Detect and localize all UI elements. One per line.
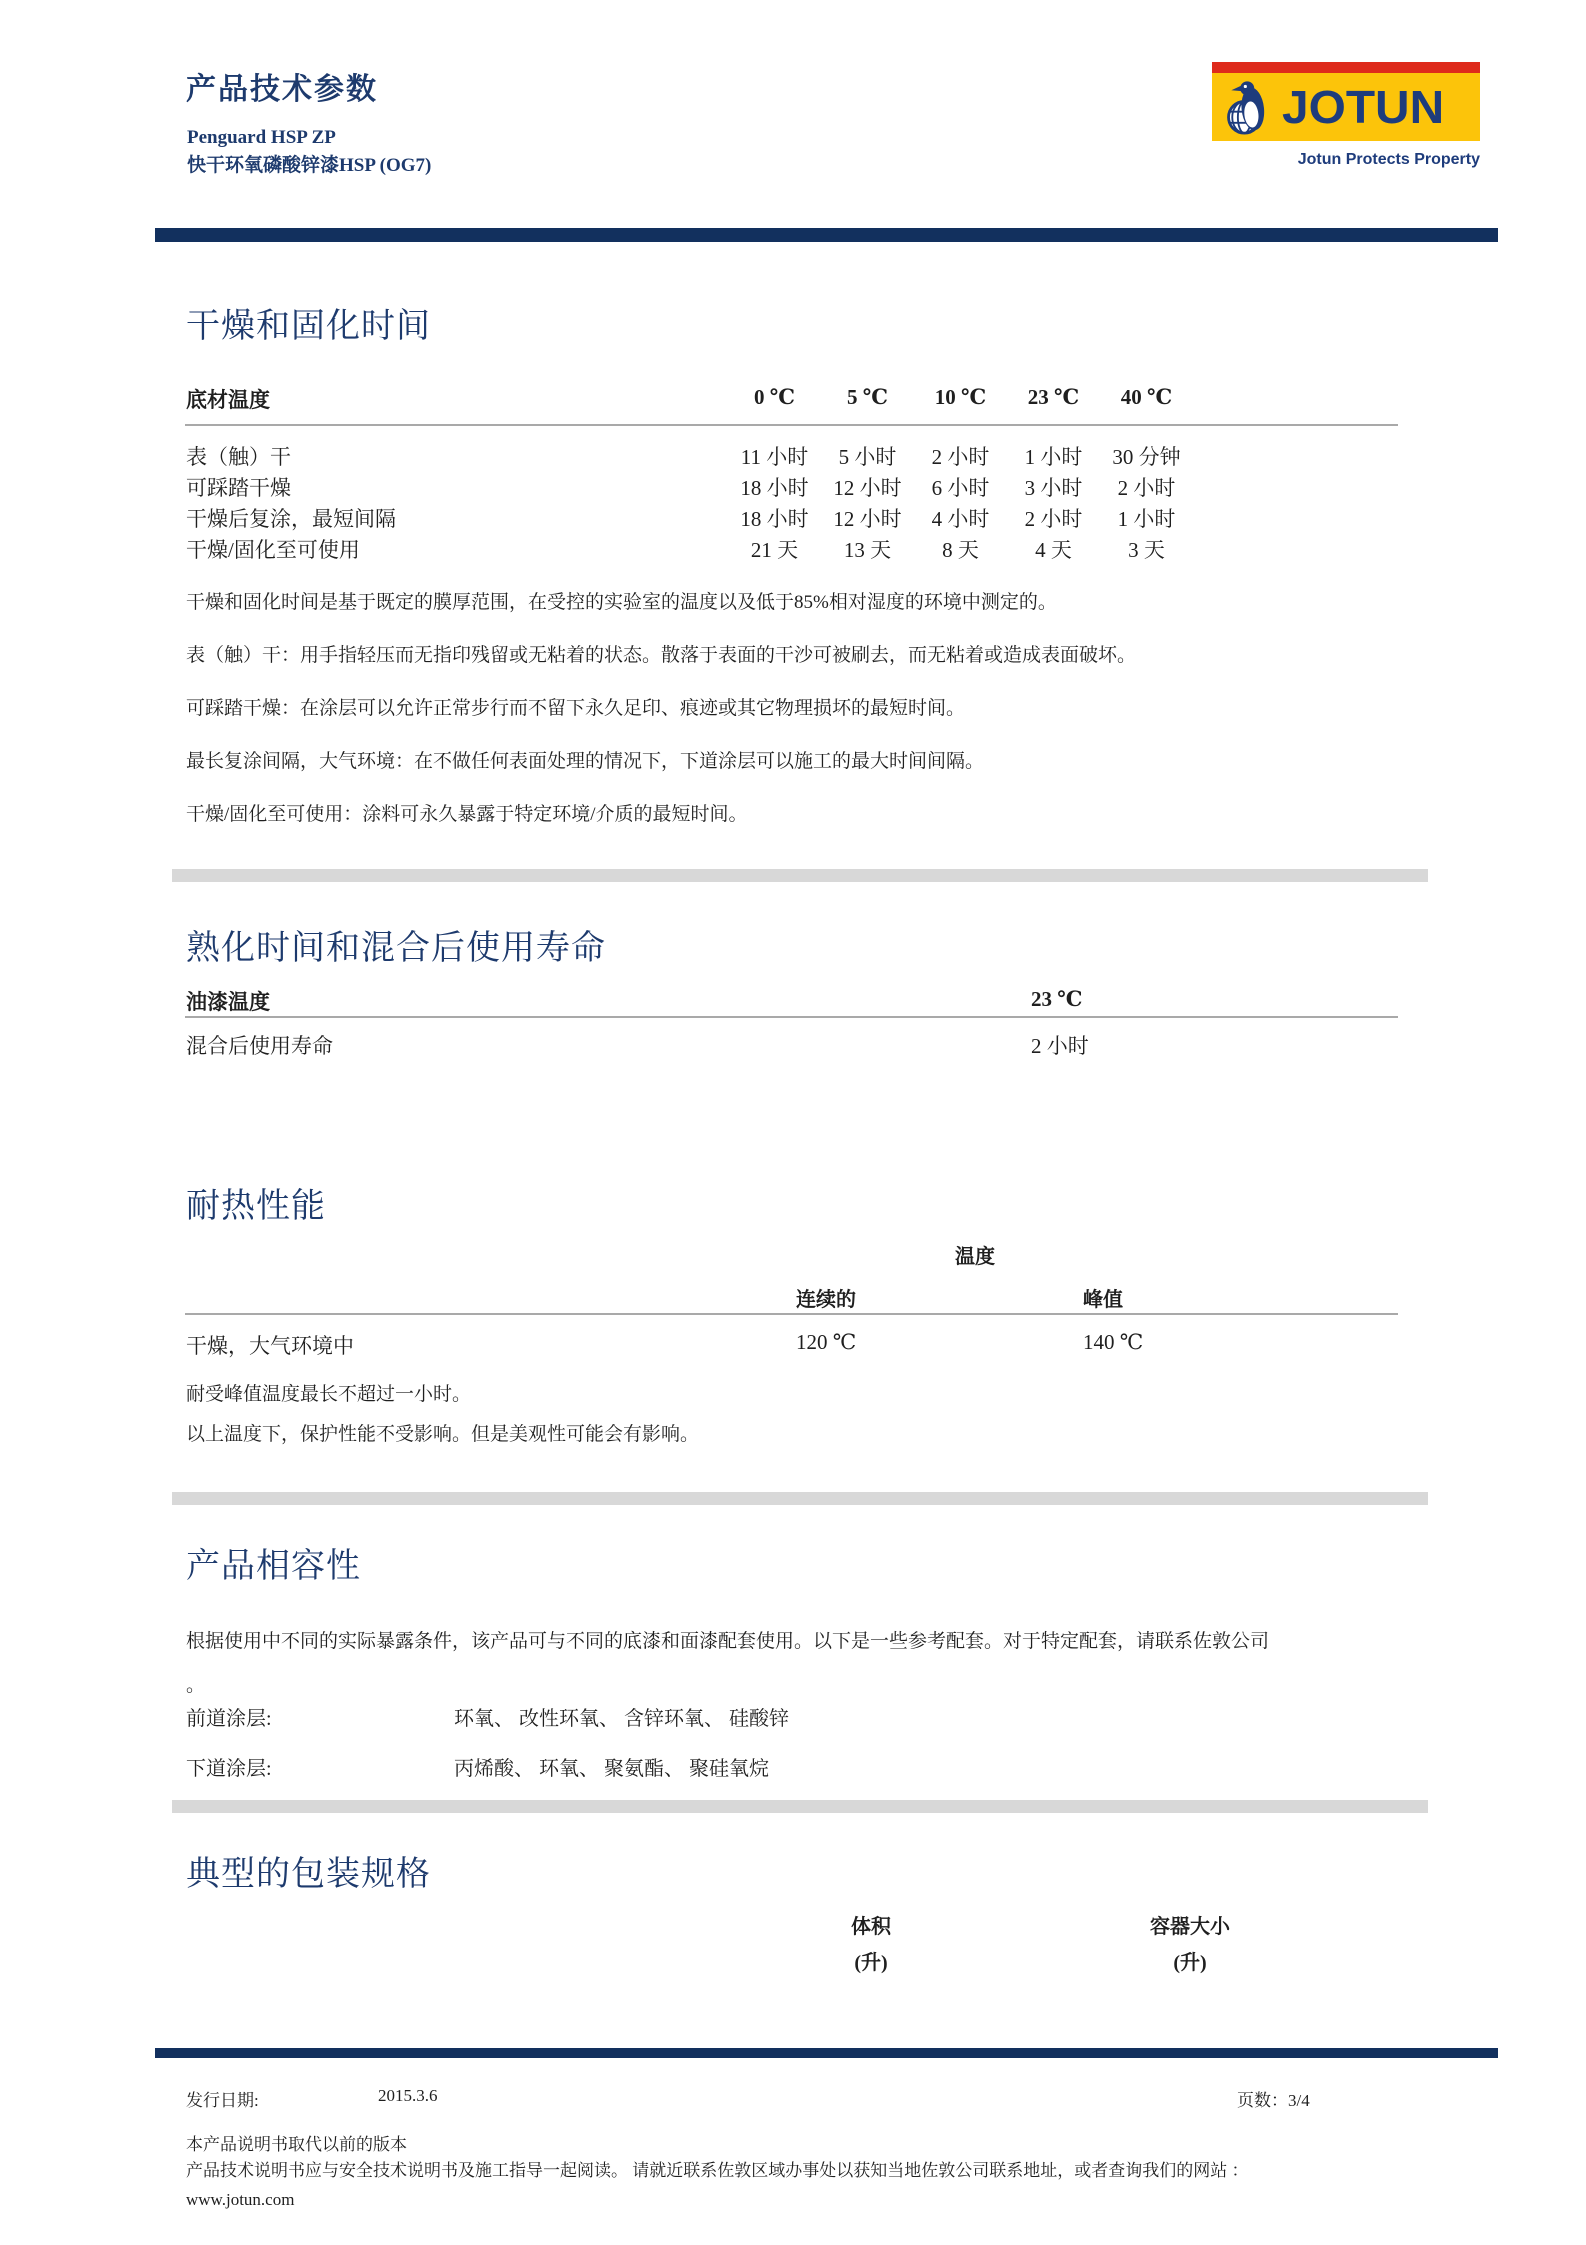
page-title: 产品技术参数 (186, 73, 378, 106)
column-header: 23 ℃ (1027, 385, 1080, 409)
column-header: 10 ℃ (934, 385, 987, 409)
compatibility-intro (186, 1620, 1408, 1708)
footer-rule-bar (155, 2048, 1498, 2058)
table-cell: 6 小时 (931, 476, 990, 500)
note-paragraph: 干燥/固化至可使用：涂料可永久暴露于特定环境/介质的最短时间。 (186, 804, 748, 825)
row-value: 丙烯酸、 环氧、 聚氨酯、 聚硅氧烷 (454, 1758, 769, 1780)
table-cell: 4 小时 (931, 507, 990, 531)
row-label: 表（触）干 (186, 445, 291, 469)
table-cell: 1 小时 (1024, 445, 1083, 469)
table-rule (185, 424, 1398, 426)
footer-note: 本产品说明书取代以前的版本 (186, 2135, 407, 2154)
drying-notes (186, 592, 1404, 857)
column-header-peak: 峰值 (1083, 1289, 1123, 1311)
heat-table-row (186, 1330, 1398, 1360)
table-row (186, 442, 1398, 473)
table-rule (185, 1016, 1398, 1018)
table-corner-label: 底材温度 (186, 388, 270, 412)
note-paragraph: 以上温度下，保护性能不受影响。但是美观性可能会有影响。 (186, 1424, 700, 1445)
table-row (186, 473, 1398, 504)
table-cell: 2 小时 (1031, 1034, 1089, 1058)
jotun-logo (1212, 62, 1480, 141)
heat-notes (186, 1384, 1404, 1464)
column-header: 23 ℃ (1031, 987, 1083, 1011)
row-label: 混合后使用寿命 (186, 1034, 333, 1058)
page-number: 页数：3/4 (1237, 2091, 1310, 2110)
table-cell: 140 ℃ (1083, 1330, 1144, 1354)
table-cell: 12 小时 (833, 476, 902, 500)
jotun-penguin-globe-icon (1222, 78, 1278, 136)
note-paragraph: 表（触）干：用手指轻压而无指印残留或无粘着的状态。散落于表面的干沙可被刷去，而无粘着或造成表面破坏。 (186, 645, 1137, 666)
column-header-volume: 体积 (851, 1916, 891, 1938)
header-rule-bar (155, 228, 1498, 242)
column-header-container-size: 容器大小 (1150, 1916, 1230, 1938)
table-cell: 3 天 (1128, 538, 1165, 562)
table-cell: 2 小时 (931, 445, 990, 469)
table-row (186, 504, 1398, 535)
note-paragraph: 可踩踏干燥：在涂层可以允许正常步行而不留下永久足印、痕迹或其它物理损坏的最短时间。 (186, 698, 966, 719)
heat-temp-label: 温度 (955, 1246, 995, 1268)
row-label: 干燥，大气环境中 (186, 1334, 354, 1358)
column-header: 0 ℃ (754, 385, 795, 409)
footer-meta-row (186, 2086, 1398, 2111)
table-cell: 2 小时 (1117, 476, 1176, 500)
unit-label-liters: (升) (1173, 1952, 1207, 1974)
table-cell: 8 天 (942, 538, 979, 562)
issue-date-label: 发行日期: (186, 2091, 259, 2110)
footer-note: 产品技术说明书应与安全技术说明书及施工指导一起阅读。 请就近联系佐敦区域办事处以获知当地佐敦公司联系地址，或者查询我们的网站 ： (186, 2161, 1249, 2180)
row-label: 可踩踏干燥 (186, 476, 291, 500)
section-title-drying: 干燥和固化时间 (186, 308, 431, 345)
website-link[interactable]: www.jotun.com (186, 2190, 295, 2209)
table-cell: 1 小时 (1117, 507, 1176, 531)
row-value: 环氧、 改性环氧、 含锌环氧、 硅酸锌 (454, 1708, 789, 1730)
issue-date-value: 2015.3.6 (378, 2086, 438, 2105)
table-cell: 13 天 (843, 538, 892, 562)
table-cell: 11 小时 (740, 445, 809, 469)
drying-table-body (186, 442, 1398, 566)
column-header: 40 ℃ (1120, 385, 1173, 409)
product-name: Penguard HSP ZP (187, 127, 336, 148)
row-label: 下道涂层: (186, 1758, 272, 1780)
table-cell: 18 小时 (740, 476, 809, 500)
drying-table-header (186, 384, 1398, 414)
logo-tagline: Jotun Protects Property (1297, 151, 1480, 168)
section-divider (172, 1800, 1428, 1813)
table-cell: 4 天 (1035, 538, 1072, 562)
section-title-packaging: 典型的包装规格 (186, 1856, 431, 1893)
unit-label-liters: (升) (854, 1952, 888, 1974)
note-paragraph: 耐受峰值温度最长不超过一小时。 (186, 1384, 472, 1405)
table-corner-label: 油漆温度 (186, 990, 270, 1014)
note-paragraph: 最长复涂间隔，大气环境：在不做任何表面处理的情况下，下道涂层可以施工的最大时间间隔。 (186, 751, 985, 772)
note-paragraph: 干燥和固化时间是基于既定的膜厚范围，在受控的实验室的温度以及低于85%相对湿度的环境中测定的。 (186, 592, 1057, 613)
potlife-table-header (186, 986, 1398, 1016)
table-cell: 5 小时 (838, 445, 897, 469)
product-subtitle: 快干环氧磷酸锌漆HSP (OG7) (187, 155, 432, 176)
table-cell: 120 ℃ (796, 1330, 857, 1354)
table-cell: 2 小时 (1024, 507, 1083, 531)
table-rule (185, 1313, 1398, 1315)
section-title-potlife: 熟化时间和混合后使用寿命 (186, 930, 606, 967)
table-cell: 3 小时 (1024, 476, 1083, 500)
intro-line: 根据使用中不同的实际暴露条件，该产品可与不同的底漆和面漆配套使用。以下是一些参考配套。对于特定配套，请联系佐敦公司 (186, 1631, 1270, 1652)
potlife-table-row (186, 1030, 1398, 1060)
row-label: 干燥后复涂，最短间隔 (186, 507, 396, 531)
logo-red-stripe (1212, 62, 1480, 73)
section-divider (172, 1492, 1428, 1505)
table-cell: 30 分钟 (1112, 445, 1181, 469)
table-cell: 18 小时 (740, 507, 809, 531)
row-label: 干燥/固化至可使用 (186, 538, 360, 562)
intro-line: 。 (186, 1675, 206, 1696)
product-header (187, 124, 431, 180)
logo-wordmark: JOTUN (1282, 81, 1445, 133)
section-title-heat: 耐热性能 (186, 1188, 326, 1225)
section-divider (172, 869, 1428, 882)
table-row (186, 535, 1398, 566)
column-header: 5 ℃ (847, 385, 888, 409)
subsequent-coat-row (186, 1752, 1398, 1781)
table-cell: 21 天 (750, 538, 799, 562)
table-cell: 12 小时 (833, 507, 902, 531)
row-label: 前道涂层: (186, 1708, 272, 1730)
column-header-continuous: 连续的 (796, 1289, 856, 1311)
previous-coat-row (186, 1702, 1398, 1731)
section-title-compatibility: 产品相容性 (186, 1548, 361, 1585)
